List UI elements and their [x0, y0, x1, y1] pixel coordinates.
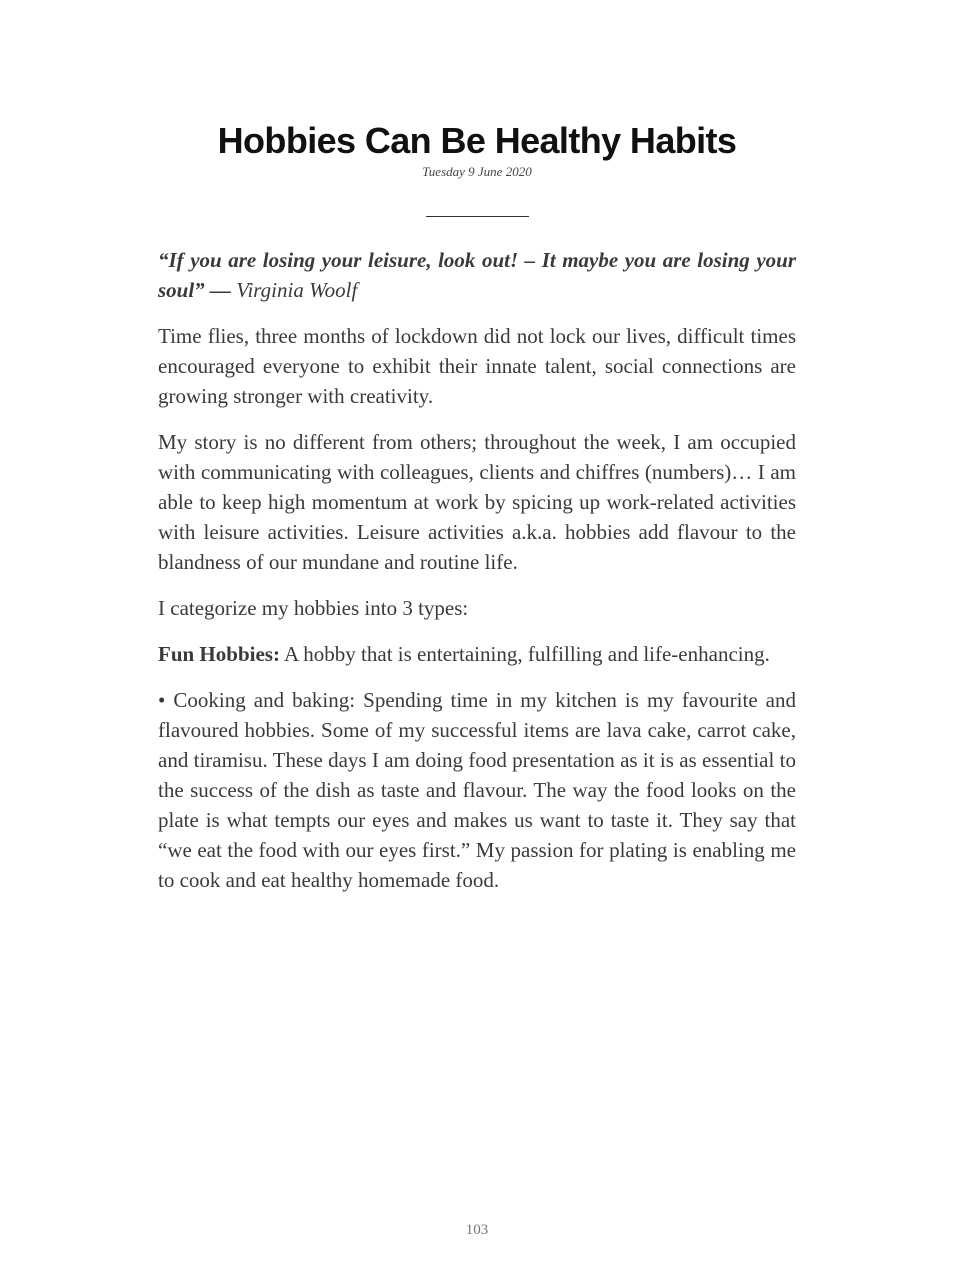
fun-hobbies-text: A hobby that is entertaining, fulfilling and life-enhancing. [279, 642, 770, 666]
article-date: Tuesday 9 June 2020 [422, 164, 532, 179]
article-body [158, 245, 796, 911]
epigraph-quote [158, 245, 796, 305]
fun-hobbies-label: Fun Hobbies: [158, 642, 280, 666]
paragraph-lockdown: Time flies, three months of lockdown did not lock our lives, difficult times encouraged everyone to exhibit their innate talent, social connections are growing stronger with creativity. [158, 324, 796, 408]
title-divider [426, 216, 529, 217]
paragraph-fun-hobbies [158, 639, 796, 669]
quote-author: Virginia Woolf [230, 278, 358, 302]
article-title: Hobbies Can Be Healthy Habits [217, 120, 737, 161]
bullet-cooking-baking: • Cooking and baking: Spending time in my kitchen is my favourite and flavoured hobbies. Some of my successful items are lava cake, carrot cake, and tiramisu. These days I am doing food presentation as it is as essential to the success of the dish as taste and flavour. The way the food looks on the plate is what tempts our eyes and makes us want to taste it. They say that “we eat the food with our eyes first.” My passion for plating is enabling me to cook and eat healthy homemade food. [158, 688, 796, 892]
page-number: 103 [465, 1222, 489, 1238]
quote-text: “If you are losing your leisure, look out! – It maybe you are losing your soul” — [158, 248, 796, 302]
paragraph-categorize: I categorize my hobbies into 3 types: [158, 596, 469, 620]
paragraph-my-story: My story is no different from others; throughout the week, I am occupied with communicating with colleagues, clients and chiffres (numbers)… I am able to keep high momentum at work by spicing up work-related activities with leisure activities. Leisure activities a.k.a. hobbies add flavour to the blandness of our mundane and routine life. [158, 430, 796, 574]
